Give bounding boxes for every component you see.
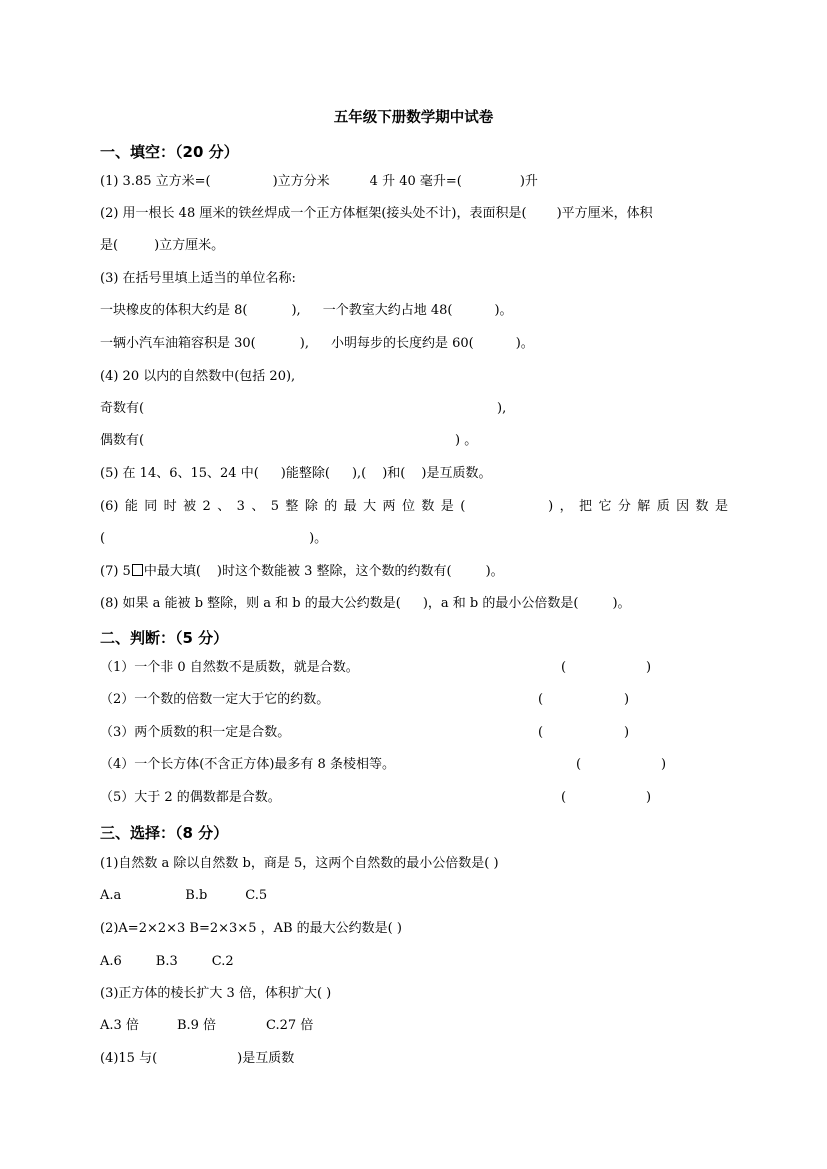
fill-q2-line2: 是( )立方厘米。 [100,238,225,253]
fill-q3-line-b: 一辆小汽车油箱容积是 30( ), 小明每步的长度约是 60( )。 [100,336,534,351]
fill-q6-line2: ( )。 [100,531,328,546]
judge-open-2: ( [538,692,544,707]
fill-q4-even: 偶数有( [100,433,145,448]
fill-q2-line1: (2) 用一根长 48 厘米的铁丝焊成一个正方体框架(接头处不计)，表面积是( )平方厘米，体积 [100,206,653,221]
judge-item-1: （1）一个非 0 自然数不是质数，就是合数。 [100,660,359,675]
choice-q2: (2)A=2×2×3 B=2×3×5 ，AB 的最大公约数是( ) [100,921,402,936]
judge-open-1: ( [561,660,567,675]
fill-q8: (8) 如果 a 能被 b 整除，则 a 和 b 的最大公约数是( )，a 和 b 的最小公倍数是( )。 [100,596,631,611]
fill-q3-line-a: 一块橡皮的体积大约是 8( ), 一个教室大约占地 48( )。 [100,303,513,318]
fill-q7: (7) 5 中最大填( )时这个数能被 3 整除，这个数的约数有( )。 [100,564,504,579]
fill-q4: (4) 20 以内的自然数中(包括 20), [100,369,296,384]
fill-q4-odd-close: ), [497,401,507,416]
judge-close-5: ) [646,790,652,805]
fill-q3: (3) 在括号里填上适当的单位名称: [100,271,296,286]
fill-q5: (5) 在 14、6、15、24 中( )能整除( ),( )和( )是互质数。 [100,466,492,481]
judge-open-4: ( [576,757,582,772]
judge-item-4: （4）一个长方体(不含正方体)最多有 8 条棱相等。 [100,757,395,772]
judge-close-2: ) [624,692,630,707]
judge-open-5: ( [561,790,567,805]
fill-q4-even-close: ) 。 [455,433,478,448]
judge-item-2: （2）一个数的倍数一定大于它的约数。 [100,692,330,707]
fill-q1: (1) 3.85 立方米=( )立方分米 4 升 40 毫升=( )升 [100,174,538,189]
blank-square-icon [132,564,143,576]
judge-item-3: （3）两个质数的积一定是合数。 [100,725,291,740]
choice-q3-options: A.3 倍 B.9 倍 C.27 倍 [100,1018,314,1033]
section2-heading: 二、判断：（5 分） [100,629,229,647]
fill-q4-odd: 奇数有( [100,401,145,416]
choice-q1: (1)自然数 a 除以自然数 b，商是 5，这两个自然数的最小公倍数是( ) [100,856,499,871]
judge-item-5: （5）大于 2 的偶数都是合数。 [100,790,281,805]
section1-heading: 一、填空：（20 分） [100,143,239,161]
choice-q2-options: A.6 B.3 C.2 [100,954,234,969]
page-title: 五年级下册数学期中试卷 [333,110,494,126]
section3-heading: 三、选择：（8 分） [100,824,229,842]
judge-close-1: ) [646,660,652,675]
judge-close-4: ) [661,757,667,772]
choice-q1-options: A.a B.b C.5 [100,888,268,903]
choice-q3: (3)正方体的棱长扩大 3 倍，体积扩大( ) [100,986,332,1001]
fill-q6-line1: (6) 能 同 时 被 2 、 3 、 5 整 除 的 最 大 两 位 数 是 ( ) ， 把 它 分 解 质 因 数 是 [100,499,728,514]
judge-close-3: ) [624,725,630,740]
choice-q4: (4)15 与( )是互质数 [100,1051,295,1066]
judge-open-3: ( [538,725,544,740]
